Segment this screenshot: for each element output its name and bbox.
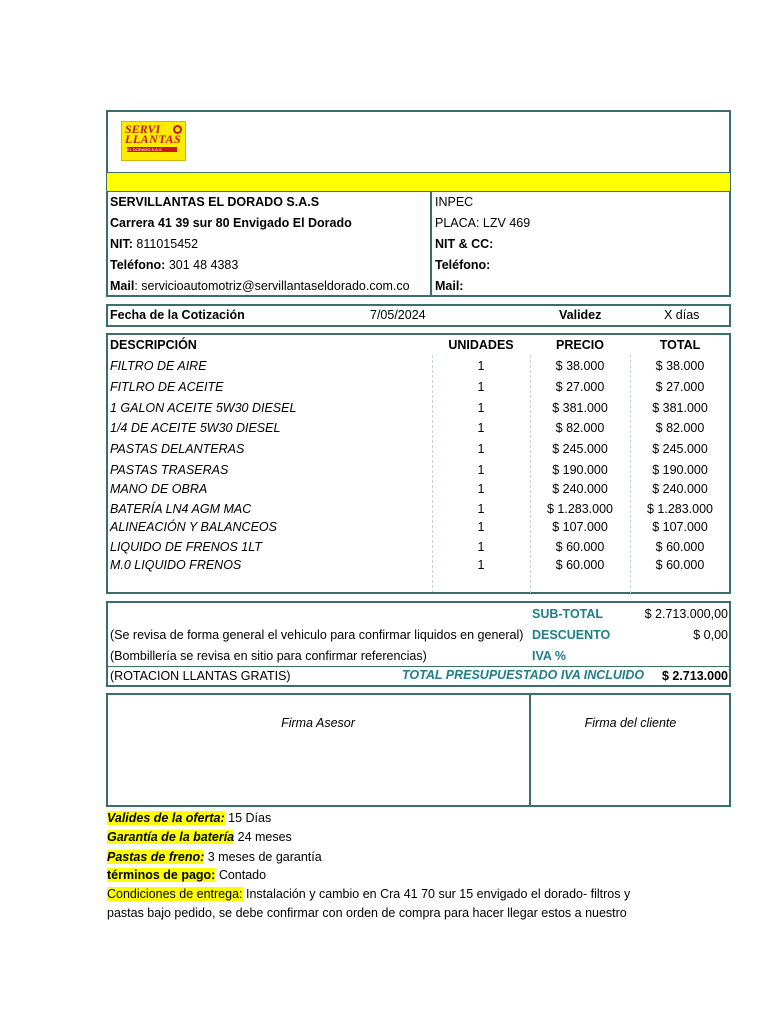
row-total: $ 381.000 [652, 401, 708, 415]
term-offer-validity: Valides de la oferta: 15 Días [107, 811, 272, 825]
company-nit: NIT: 811015452 [110, 237, 199, 251]
row-price: $ 82.000 [555, 421, 605, 435]
row-description: MANO DE OBRA [110, 482, 208, 496]
quote-validity-label: Validez [559, 308, 602, 322]
row-units: 1 [477, 558, 485, 572]
term-battery-warranty: Garantía de la batería 24 meses [107, 830, 292, 844]
row-description: M.0 LIQUIDO FRENOS [110, 558, 242, 572]
row-price: $ 190.000 [552, 463, 608, 477]
row-units: 1 [477, 482, 485, 496]
row-units: 1 [477, 359, 485, 373]
row-price: $ 381.000 [552, 401, 608, 415]
row-units: 1 [477, 520, 485, 534]
row-total: $ 60.000 [655, 540, 705, 554]
row-price: $ 27.000 [555, 380, 605, 394]
signature-box [106, 693, 731, 807]
row-total: $ 107.000 [652, 520, 708, 534]
client-plate: PLACA: LZV 469 [435, 216, 531, 230]
term-delivery-continued: pastas bajo pedido, se debe confirmar con orden de compra para hacer llegar estos a nuestro [107, 906, 627, 920]
table-footer-line [432, 592, 530, 594]
row-total: $ 60.000 [655, 558, 705, 572]
row-units: 1 [477, 540, 485, 554]
row-price: $ 38.000 [555, 359, 605, 373]
subtotal-label: SUB-TOTAL [532, 607, 604, 621]
header-units: UNIDADES [448, 338, 514, 352]
quote-date-label: Fecha de la Cotización [110, 308, 245, 322]
row-price: $ 1.283.000 [546, 502, 614, 516]
row-total: $ 1.283.000 [646, 502, 714, 516]
note-tire-rotation: (ROTACION LLANTAS GRATIS) [110, 669, 291, 683]
header-description: DESCRIPCIÓN [110, 338, 197, 352]
row-total: $ 245.000 [652, 442, 708, 456]
row-description: 1 GALON ACEITE 5W30 DIESEL [110, 401, 297, 415]
note-bulbs: (Bombillería se revisa en sitio para confirmar referencias) [110, 649, 427, 663]
header-column-divider [430, 191, 432, 296]
client-phone-label: Teléfono: [435, 258, 491, 272]
row-total: $ 27.000 [655, 380, 705, 394]
row-price: $ 60.000 [555, 540, 605, 554]
client-signature-label: Firma del cliente [584, 716, 677, 730]
row-description: BATERÍA LN4 AGM MAC [110, 502, 252, 516]
row-price: $ 245.000 [552, 442, 608, 456]
discount-label: DESCUENTO [532, 628, 611, 642]
row-description: 1/4 DE ACEITE 5W30 DIESEL [110, 421, 281, 435]
advisor-signature-label: Firma Asesor [281, 716, 355, 730]
header-total: TOTAL [659, 338, 701, 352]
total-row-line [107, 666, 730, 667]
iva-label: IVA % [532, 649, 567, 663]
company-logo: SERVI LLANTAS EL DORADO S.A.S [121, 121, 186, 161]
row-price: $ 107.000 [552, 520, 608, 534]
note-general-check: (Se revisa de forma general el vehiculo para confirmar liquidos en general) [110, 628, 524, 642]
signature-divider [529, 694, 531, 806]
row-total: $ 240.000 [652, 482, 708, 496]
row-units: 1 [477, 442, 485, 456]
term-brake-warranty: Pastas de freno: 3 meses de garantía [107, 850, 322, 864]
term-payment: términos de pago: Contado [107, 868, 267, 882]
tire-icon [173, 125, 182, 134]
client-name: INPEC [435, 195, 474, 209]
row-description: FILTRO DE AIRE [110, 359, 207, 373]
header-yellow-band [107, 172, 730, 192]
row-description: FITLRO DE ACEITE [110, 380, 224, 394]
term-delivery: Condiciones de entrega: Instalación y cambio en Cra 41 70 sur 15 envigado el dorado- filtros y [107, 887, 631, 901]
company-address: Carrera 41 39 sur 80 Envigado El Dorado [110, 216, 352, 230]
grand-total-value: $ 2.713.000 [661, 669, 728, 683]
client-nit-label: NIT & CC: [435, 237, 494, 251]
row-units: 1 [477, 463, 485, 477]
row-price: $ 240.000 [552, 482, 608, 496]
row-description: ALINEACIÓN Y BALANCEOS [110, 520, 277, 534]
row-units: 1 [477, 502, 485, 516]
company-phone: Teléfono: 301 48 4383 [110, 258, 239, 272]
header-price: PRECIO [556, 338, 604, 352]
quote-date-value: 7/05/2024 [370, 308, 426, 322]
row-units: 1 [477, 380, 485, 394]
subtotal-value: $ 2.713.000,00 [644, 607, 728, 621]
row-total: $ 38.000 [655, 359, 705, 373]
row-total: $ 190.000 [652, 463, 708, 477]
quote-validity-value: X días [664, 308, 700, 322]
row-description: PASTAS TRASERAS [110, 463, 229, 477]
row-units: 1 [477, 401, 485, 415]
row-units: 1 [477, 421, 485, 435]
company-name: SERVILLANTAS EL DORADO S.A.S [110, 195, 320, 209]
discount-value: $ 0,00 [693, 628, 728, 642]
row-total: $ 82.000 [655, 421, 705, 435]
client-email-label: Mail: [435, 279, 464, 293]
row-description: LIQUIDO DE FRENOS 1LT [110, 540, 262, 554]
company-email: Mail: servicioautomotriz@servillantaseldorado.com.co [110, 279, 410, 293]
grand-total-label: TOTAL PRESUPUESTADO IVA INCLUIDO [402, 668, 645, 682]
row-description: PASTAS DELANTERAS [110, 442, 245, 456]
row-price: $ 60.000 [555, 558, 605, 572]
